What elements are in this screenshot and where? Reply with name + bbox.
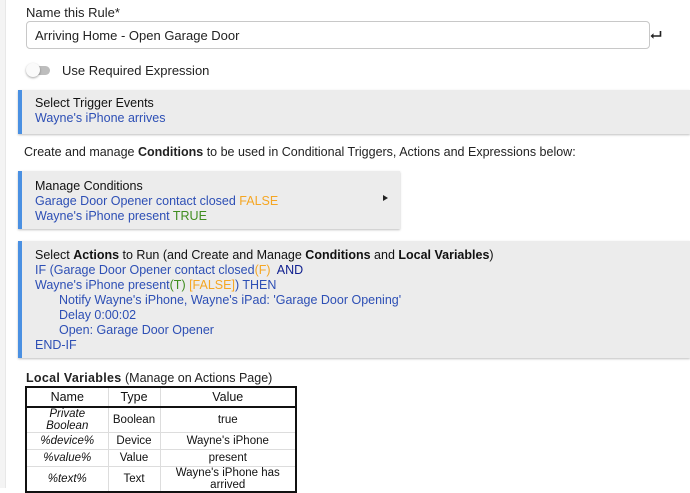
actions-panel-title [35, 248, 690, 263]
title-bold: Local Variables [398, 248, 490, 262]
column-header: Name [26, 387, 108, 407]
if-operator: AND [270, 263, 304, 277]
local-variables-title [26, 371, 272, 385]
cond-state: (T) [169, 278, 186, 292]
var-type-cell: Boolean [108, 407, 160, 433]
condition-state: FALSE [239, 194, 279, 208]
title-text: to Run (and Create and Manage [119, 248, 306, 262]
hint-text: to be used in Conditional Triggers, Actions and Expressions below: [203, 145, 576, 159]
title-bold: Actions [73, 248, 120, 262]
table-header-row [26, 387, 296, 407]
var-value-cell: true [160, 407, 296, 433]
var-name-cell: %value% [26, 450, 108, 467]
required-expression-label: Use Required Expression [62, 63, 210, 78]
action-line: Open: Garage Door Opener [59, 323, 214, 337]
required-expression-toggle[interactable] [26, 64, 50, 76]
action-line: Delay 0:00:02 [59, 308, 137, 322]
trigger-events-panel[interactable] [18, 90, 690, 134]
condition-item [35, 209, 400, 224]
var-name-cell: %text% [26, 467, 108, 493]
action-line: Notify Wayne's iPhone, Wayne's iPad: 'Garage Door Opening' [59, 293, 402, 307]
var-name-cell: Private Boolean [26, 407, 108, 433]
conditions-hint [24, 145, 576, 159]
lv-title-rest: (Manage on Actions Page) [121, 371, 273, 385]
manage-conditions-panel[interactable] [18, 171, 400, 229]
var-value-cell: Wayne's iPhone has arrived [175, 467, 280, 491]
action-line-end: END-IF [35, 338, 77, 352]
condition-text: Garage Door Opener contact closed [35, 194, 240, 208]
rule-name-input[interactable] [26, 21, 650, 49]
var-name-cell: %device% [26, 433, 108, 450]
var-type-cell: Device [108, 433, 160, 450]
trigger-item: Wayne's iPhone arrives [35, 111, 166, 125]
trigger-panel-title: Select Trigger Events [35, 96, 154, 110]
conditions-panel-title: Manage Conditions [35, 179, 143, 193]
table-row [26, 467, 296, 493]
condition-state: TRUE [172, 209, 207, 223]
title-bold: Conditions [305, 248, 371, 262]
title-text: Select [35, 248, 74, 262]
lv-title-bold: Local Variables [26, 371, 122, 385]
left-edge-rule [0, 0, 6, 488]
column-header: Value [160, 387, 296, 407]
if-text: IF (Garage Door Opener contact closed [35, 263, 255, 277]
rule-name-label: Name this Rule* [26, 5, 120, 20]
cond-result: [FALSE] [185, 278, 235, 292]
condition-text: Wayne's iPhone present [35, 209, 173, 223]
table-row [26, 407, 296, 433]
cond-suffix: ) THEN [234, 278, 277, 292]
title-text: ) [489, 248, 494, 262]
title-text: and [370, 248, 399, 262]
var-type-cell: Value [108, 450, 160, 467]
var-value-cell: present [160, 450, 296, 467]
var-type-cell: Text [108, 467, 160, 493]
actions-panel[interactable] [18, 241, 690, 358]
var-value-cell: Wayne's iPhone [160, 433, 296, 450]
local-variables-table [25, 386, 297, 493]
table-row [26, 450, 296, 467]
action-line-condition [35, 278, 690, 293]
table-row [26, 433, 296, 450]
triangle-right-icon[interactable] [383, 195, 388, 201]
hint-text: Create and manage [24, 145, 138, 159]
return-arrow-icon[interactable] [650, 30, 662, 40]
action-line-if [35, 263, 690, 278]
cond-text: Wayne's iPhone present [35, 278, 170, 292]
if-state: (F) [254, 263, 271, 277]
column-header: Type [108, 387, 160, 407]
hint-bold: Conditions [137, 145, 204, 159]
toggle-thumb [26, 63, 40, 77]
condition-item [35, 194, 400, 209]
